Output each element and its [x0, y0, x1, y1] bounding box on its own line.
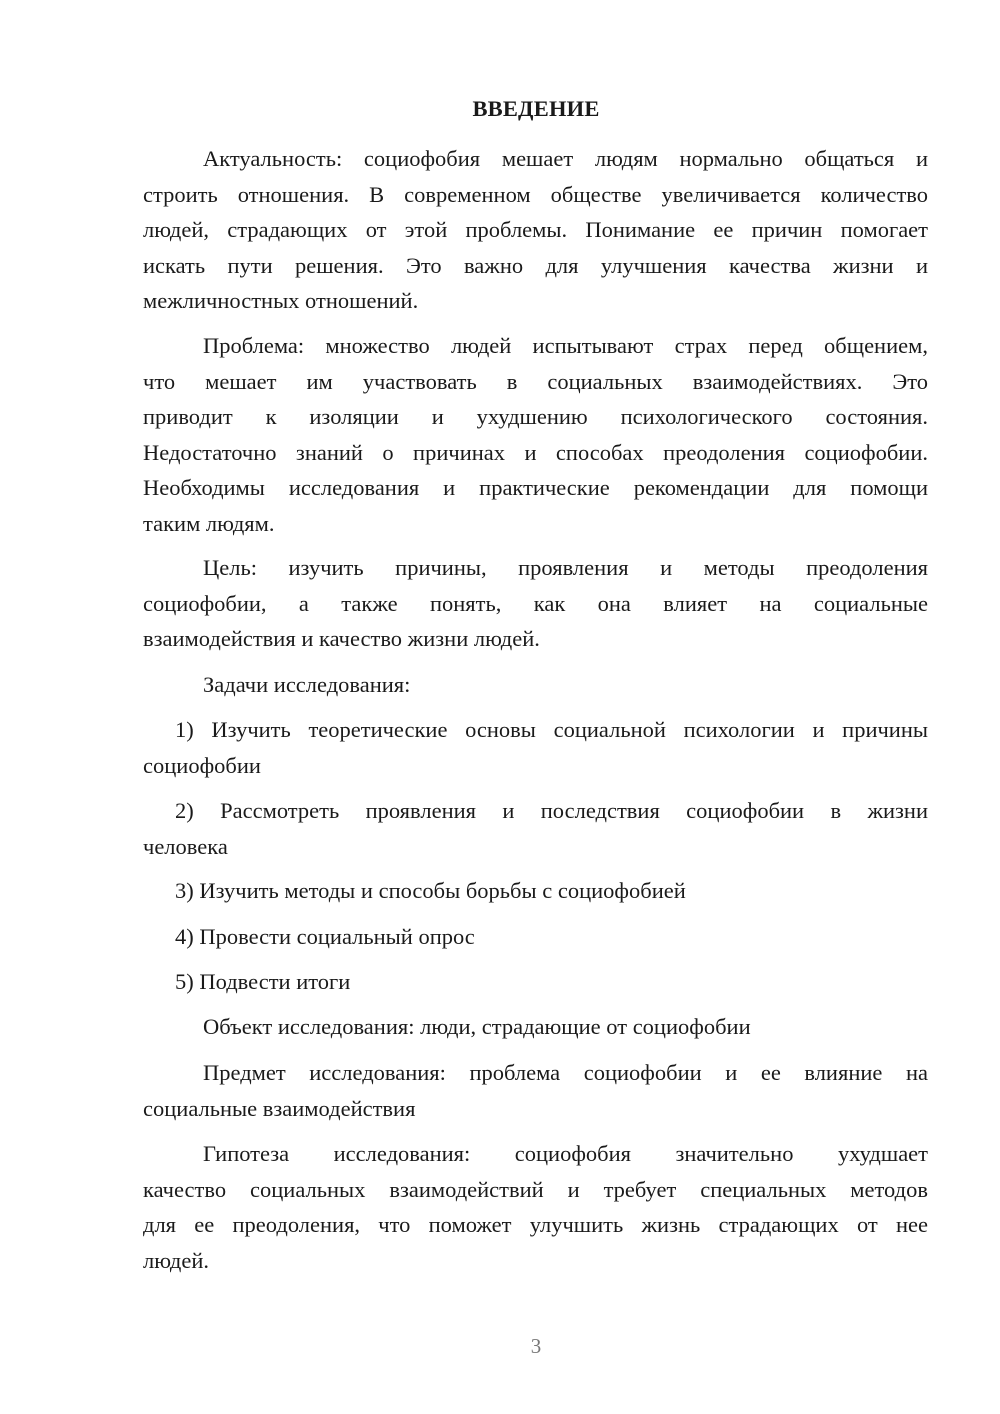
text-line: Задачи исследования:: [203, 672, 411, 697]
text-line: 4) Провести социальный опрос: [175, 924, 475, 949]
task-item-5: [143, 964, 928, 1000]
task-item-1: [143, 712, 928, 783]
task-item-4: [143, 919, 928, 955]
text-line: качество социальных взаимодействий и требует специальных методов: [143, 1176, 928, 1202]
paragraph-problem: [143, 328, 928, 541]
page-title: ВВЕДЕНИЕ: [472, 96, 600, 121]
text-line: Необходимы исследования и практические рекомендации для помощи: [143, 475, 928, 500]
text-line: Проблема: множество людей испытывают страх перед общением,: [203, 333, 928, 358]
task-item-2: [143, 793, 928, 864]
text-line: Предмет исследования: проблема социофобии и ее влияние на: [203, 1060, 928, 1085]
text-line: искать пути решения. Это важно для улучшения качества жизни и: [143, 252, 928, 278]
page-number: 3: [530, 1334, 542, 1358]
text-line: межличностных отношений.: [143, 288, 419, 313]
text-line: людей.: [143, 1247, 209, 1273]
text-line: таким людям.: [143, 510, 275, 536]
text-line: Цель: изучить причины, проявления и методы преодоления: [203, 555, 928, 580]
text-line: для ее преодоления, что поможет улучшить жизнь страдающих от нее: [143, 1212, 928, 1237]
text-line: 1) Изучить теоретические основы социальной психологии и причины: [175, 717, 928, 742]
text-line: 5) Подвести итоги: [175, 969, 351, 994]
paragraph-subject: [143, 1055, 928, 1126]
text-line: 3) Изучить методы и способы борьбы с социофобией: [175, 878, 686, 903]
text-line: человека: [143, 833, 228, 859]
text-line: что мешает им участвовать в социальных взаимодействиях. Это: [143, 368, 928, 394]
paragraph-goal: [143, 550, 928, 657]
paragraph-object: [143, 1009, 928, 1045]
paragraph-relevance: [143, 141, 928, 319]
text-line: социальные взаимодействия: [143, 1095, 416, 1121]
text-line: взаимодействия и качество жизни людей.: [143, 626, 540, 651]
text-line: 2) Рассмотреть проявления и последствия социофобии в жизни: [175, 798, 928, 823]
text-line: Объект исследования: люди, страдающие от социофобии: [203, 1014, 751, 1039]
text-line: социофобии, а также понять, как она влияет на социальные: [143, 590, 928, 616]
text-line: приводит к изоляции и ухудшению психологического состояния.: [143, 404, 928, 429]
text-line: людей, страдающих от этой проблемы. Понимание ее причин помогает: [143, 217, 928, 242]
paragraph-tasks-heading: [143, 667, 928, 703]
text-line: Гипотеза исследования: социофобия значительно ухудшает: [203, 1141, 928, 1166]
text-line: строить отношения. В современном обществе увеличивается количество: [143, 181, 928, 207]
paragraph-hypothesis: [143, 1136, 928, 1278]
task-item-3: [143, 873, 928, 909]
text-line: Недостаточно знаний о причинах и способах преодоления социофобии.: [143, 439, 928, 465]
text-line: Актуальность: социофобия мешает людям нормально общаться и: [203, 146, 928, 171]
text-line: социофобии: [143, 752, 261, 778]
